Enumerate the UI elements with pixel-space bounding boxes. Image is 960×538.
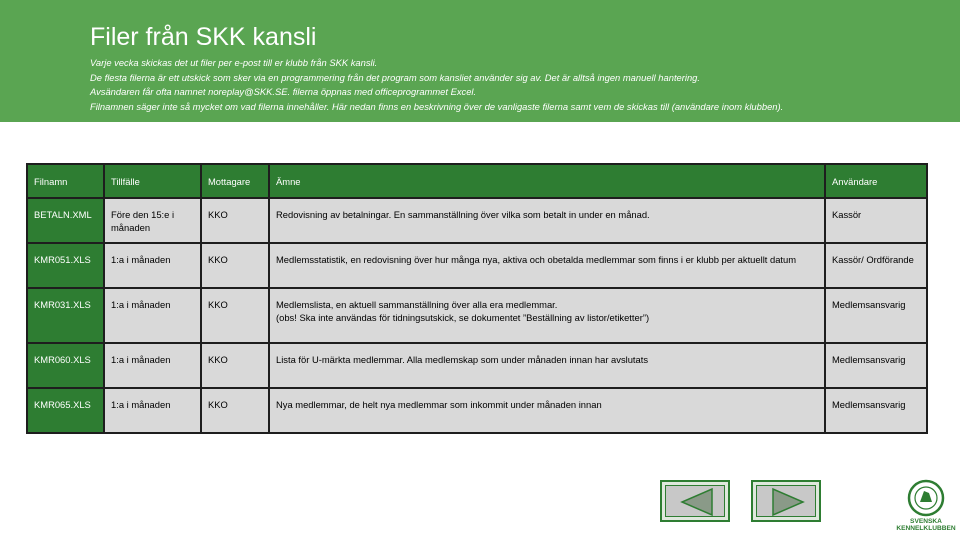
cell-mottagare: KKO bbox=[201, 388, 269, 433]
cell-amne bbox=[269, 243, 825, 288]
cell-anvandare: Medlemsansvarig bbox=[825, 388, 927, 433]
intro-line: Avsändaren får ofta namnet noreplay@SKK.SE. filerna öppnas med officeprogrammet Excel. bbox=[90, 86, 477, 98]
intro-line: De flesta filerna är ett utskick som sker via en programmering från det program som kansliet använder sig av. Det är alltså ingen manuell hantering. bbox=[90, 71, 701, 83]
page-title: Filer från SKK kansli bbox=[90, 23, 317, 51]
cell-mottagare: KKO bbox=[201, 343, 269, 388]
cell-amne-line: Nya medlemmar, de helt nya medlemmar som inkommit under månaden innan bbox=[276, 399, 602, 410]
column-header-tillfalle: Tillfälle bbox=[104, 164, 201, 198]
triangle-left-icon bbox=[662, 482, 732, 524]
cell-amne bbox=[269, 343, 825, 388]
cell-filnamn: KMR060.XLS bbox=[27, 343, 104, 388]
previous-slide-button[interactable] bbox=[660, 480, 730, 522]
column-header-filnamn: Filnamn bbox=[27, 164, 104, 198]
cell-mottagare: KKO bbox=[201, 243, 269, 288]
table-row bbox=[27, 343, 927, 388]
cell-amne bbox=[269, 388, 825, 433]
table-row bbox=[27, 243, 927, 288]
files-table bbox=[26, 163, 928, 434]
column-header-amne: Ämne bbox=[269, 164, 825, 198]
cell-amne bbox=[269, 198, 825, 243]
cell-anvandare: Medlemsansvarig bbox=[825, 288, 927, 343]
cell-mottagare: KKO bbox=[201, 198, 269, 243]
cell-filnamn: BETALN.XML bbox=[27, 198, 104, 243]
cell-mottagare: KKO bbox=[201, 288, 269, 343]
logo-text-line1: SVENSKA bbox=[910, 518, 942, 525]
cell-anvandare: Medlemsansvarig bbox=[825, 343, 927, 388]
intro-text bbox=[90, 56, 783, 114]
intro-line: Varje vecka skickas det ut filer per e-post till er klubb från SKK kansli. bbox=[90, 57, 378, 68]
cell-amne-line: (obs! Ska inte användas för tidningsutskick, se dokumentet ”Beställning av listor/etiketter”) bbox=[276, 312, 650, 323]
triangle-right-icon bbox=[753, 482, 823, 524]
table-header-row bbox=[27, 164, 927, 198]
cell-filnamn: KMR031.XLS bbox=[27, 288, 104, 343]
cell-tillfalle: Före den 15:e i månaden bbox=[104, 198, 201, 243]
cell-filnamn: KMR065.XLS bbox=[27, 388, 104, 433]
table-row bbox=[27, 198, 927, 243]
cell-tillfalle: 1:a i månaden bbox=[104, 343, 201, 388]
cell-anvandare: Kassör/ Ordförande bbox=[825, 243, 927, 288]
cell-filnamn: KMR051.XLS bbox=[27, 243, 104, 288]
cell-tillfalle: 1:a i månaden bbox=[104, 243, 201, 288]
cell-tillfalle: 1:a i månaden bbox=[104, 288, 201, 343]
column-header-mottagare: Mottagare bbox=[201, 164, 269, 198]
cell-amne bbox=[269, 288, 825, 343]
cell-amne-line: Medlemsstatistik, en redovisning över hur många nya, aktiva och obetalda medlemmar som finns i er klubb per aktuellt datum bbox=[276, 254, 797, 265]
cell-amne-line: Redovisning av betalningar. En sammanställning över vilka som betalt in under en månad. bbox=[276, 209, 650, 220]
cell-amne-line: Medlemslista, en aktuell sammanställning över alla era medlemmar. bbox=[276, 299, 558, 310]
next-slide-button[interactable] bbox=[751, 480, 821, 522]
column-header-anvandare: Användare bbox=[825, 164, 927, 198]
cell-tillfalle: 1:a i månaden bbox=[104, 388, 201, 433]
cell-anvandare: Kassör bbox=[825, 198, 927, 243]
cell-amne-line: Lista för U-märkta medlemmar. Alla medlemskap som under månaden innan har avslutats bbox=[276, 354, 649, 365]
table-row bbox=[27, 288, 927, 343]
table-row bbox=[27, 388, 927, 433]
intro-line: Filnamnen säger inte så mycket om vad filerna innehåller. Här nedan finns en beskrivning över de vanligaste filerna samt vem de skickas till (användare inom klubben). bbox=[90, 100, 784, 112]
skk-logo bbox=[896, 478, 956, 538]
logo-emblem-icon bbox=[896, 478, 956, 518]
logo-text-line2: KENNELKLUBBEN bbox=[896, 525, 956, 532]
